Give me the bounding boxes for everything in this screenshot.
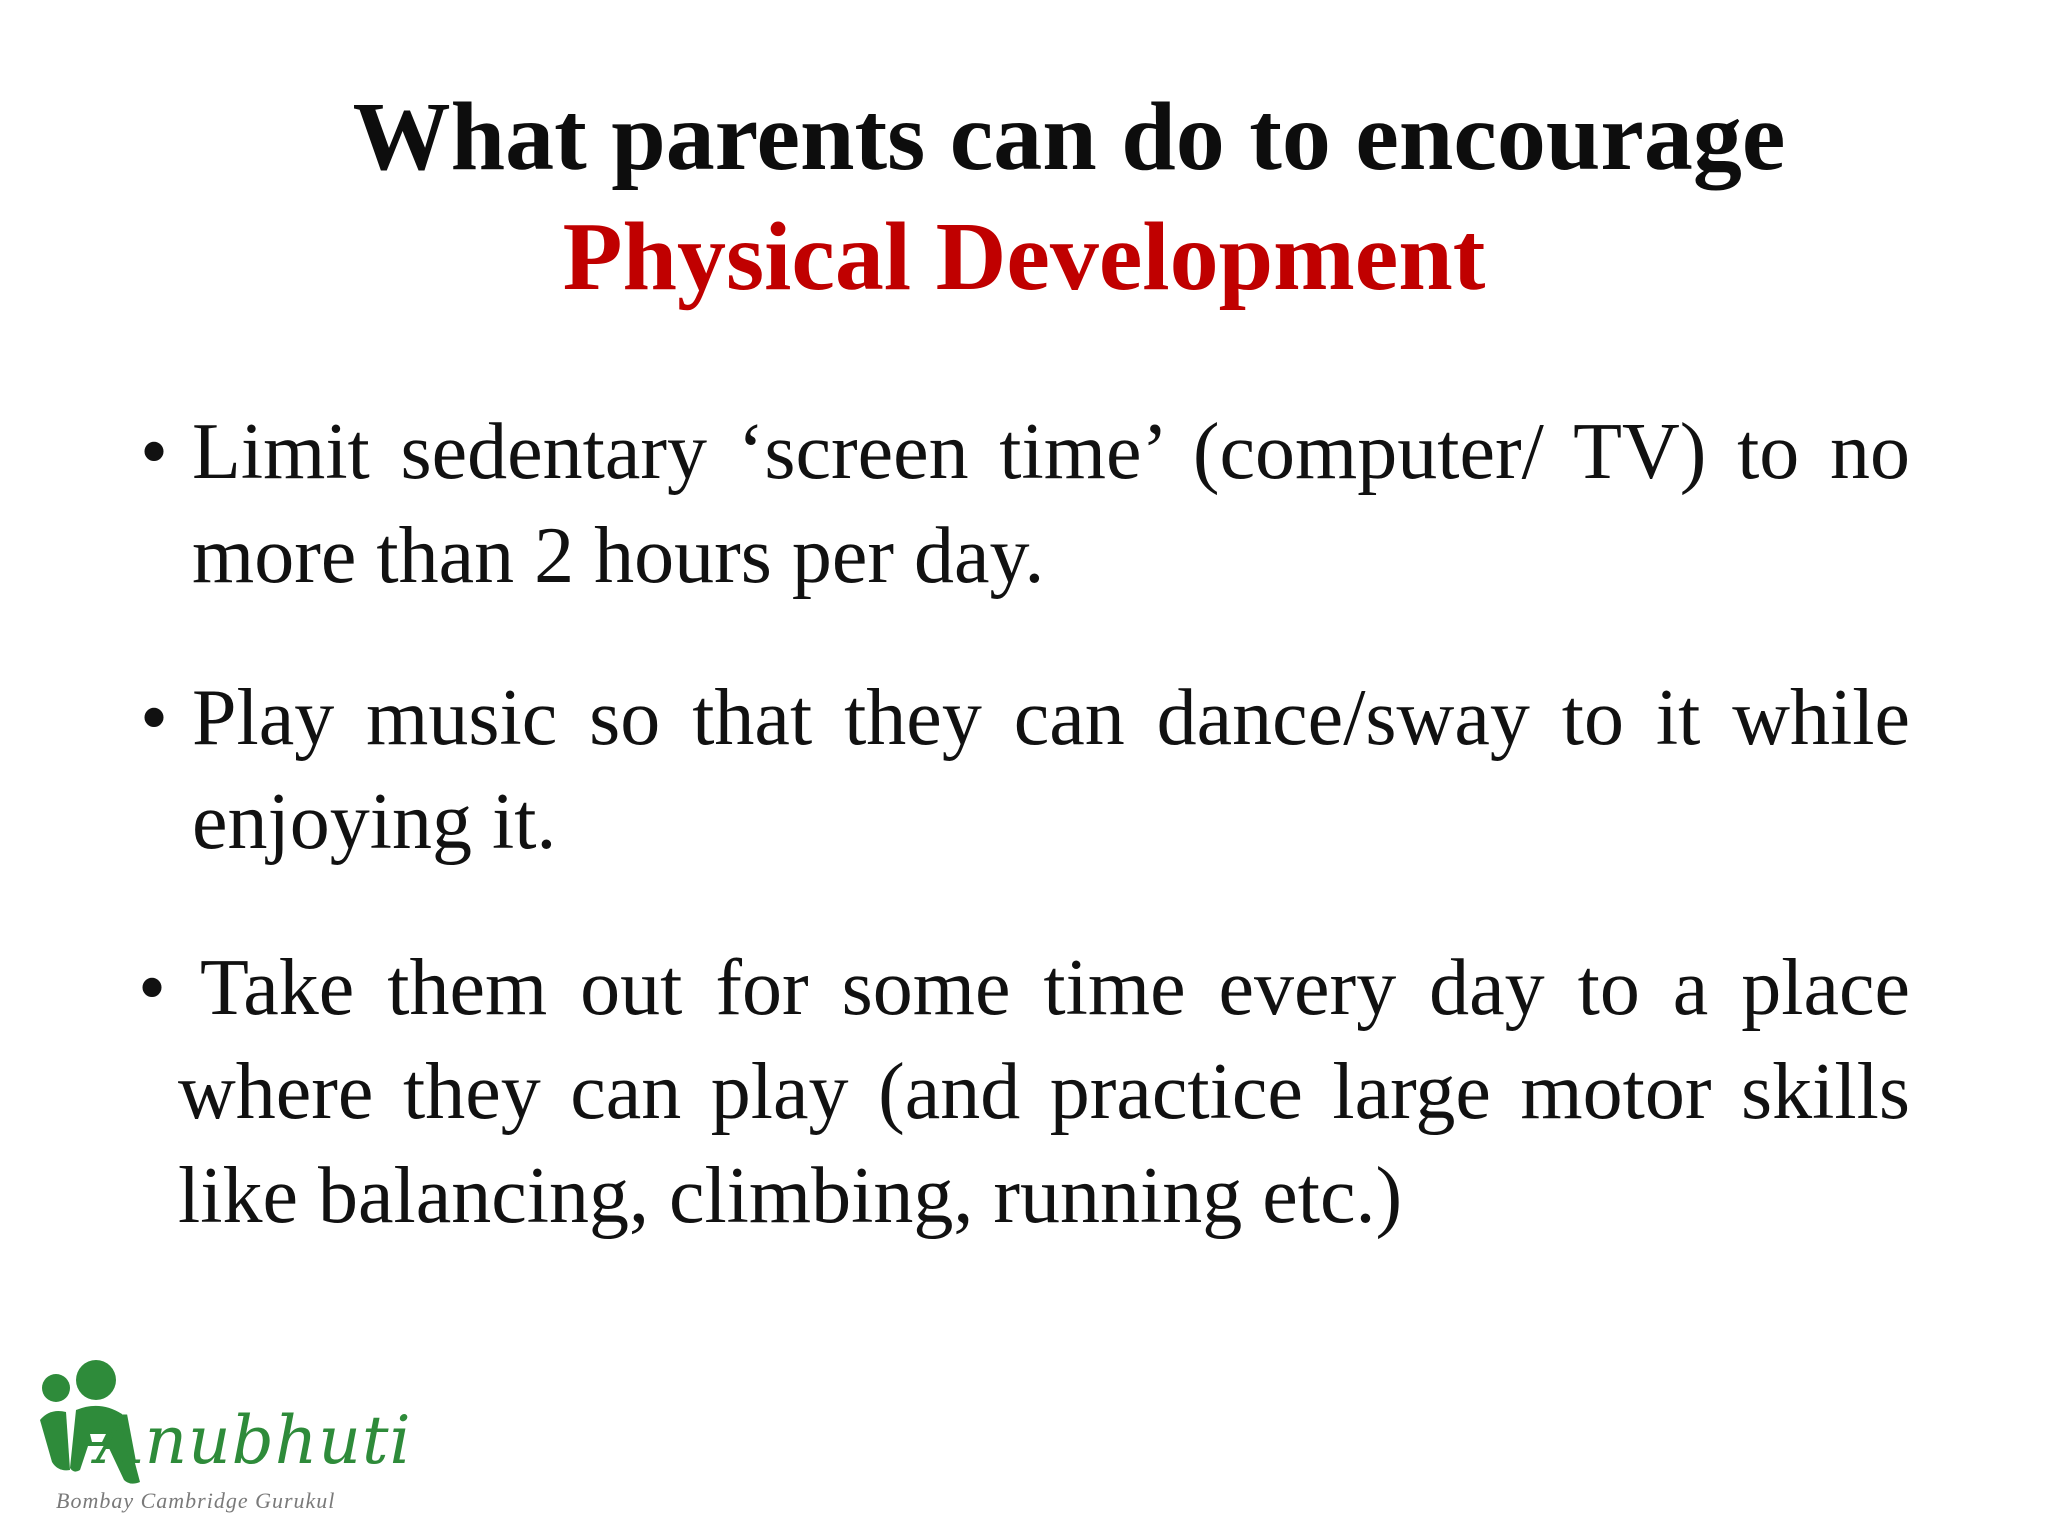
- bullet-text: Take them out for some time every day to a place where they can play (and practice large motor skills like balancing, climbing, running etc.): [178, 944, 1910, 1240]
- bullet-dot-icon: •: [140, 408, 169, 496]
- anubhuti-logo: [30, 1350, 412, 1530]
- bullet-dot-icon: •: [138, 944, 167, 1032]
- bullet-list: [140, 400, 1910, 1248]
- bullet-text: Limit sedentary ‘screen time’ (computer/ TV) to no more than 2 hours per day.: [192, 408, 1910, 600]
- bullet-text: Play music so that they can dance/sway to it while enjoying it.: [192, 674, 1910, 866]
- bullet-item: [140, 400, 1910, 608]
- bullet-dot-icon: •: [140, 674, 169, 762]
- bullet-item: [140, 666, 1910, 874]
- title-line-2-highlight: Physical Development: [562, 203, 1486, 311]
- logo-tagline: Bombay Cambridge Gurukul: [56, 1488, 336, 1513]
- bullet-item: [140, 936, 1910, 1248]
- slide-title: [0, 78, 2048, 316]
- logo-wordmark: Anubhuti: [96, 1402, 412, 1479]
- title-line-1: What parents can do to encourage: [352, 83, 1786, 191]
